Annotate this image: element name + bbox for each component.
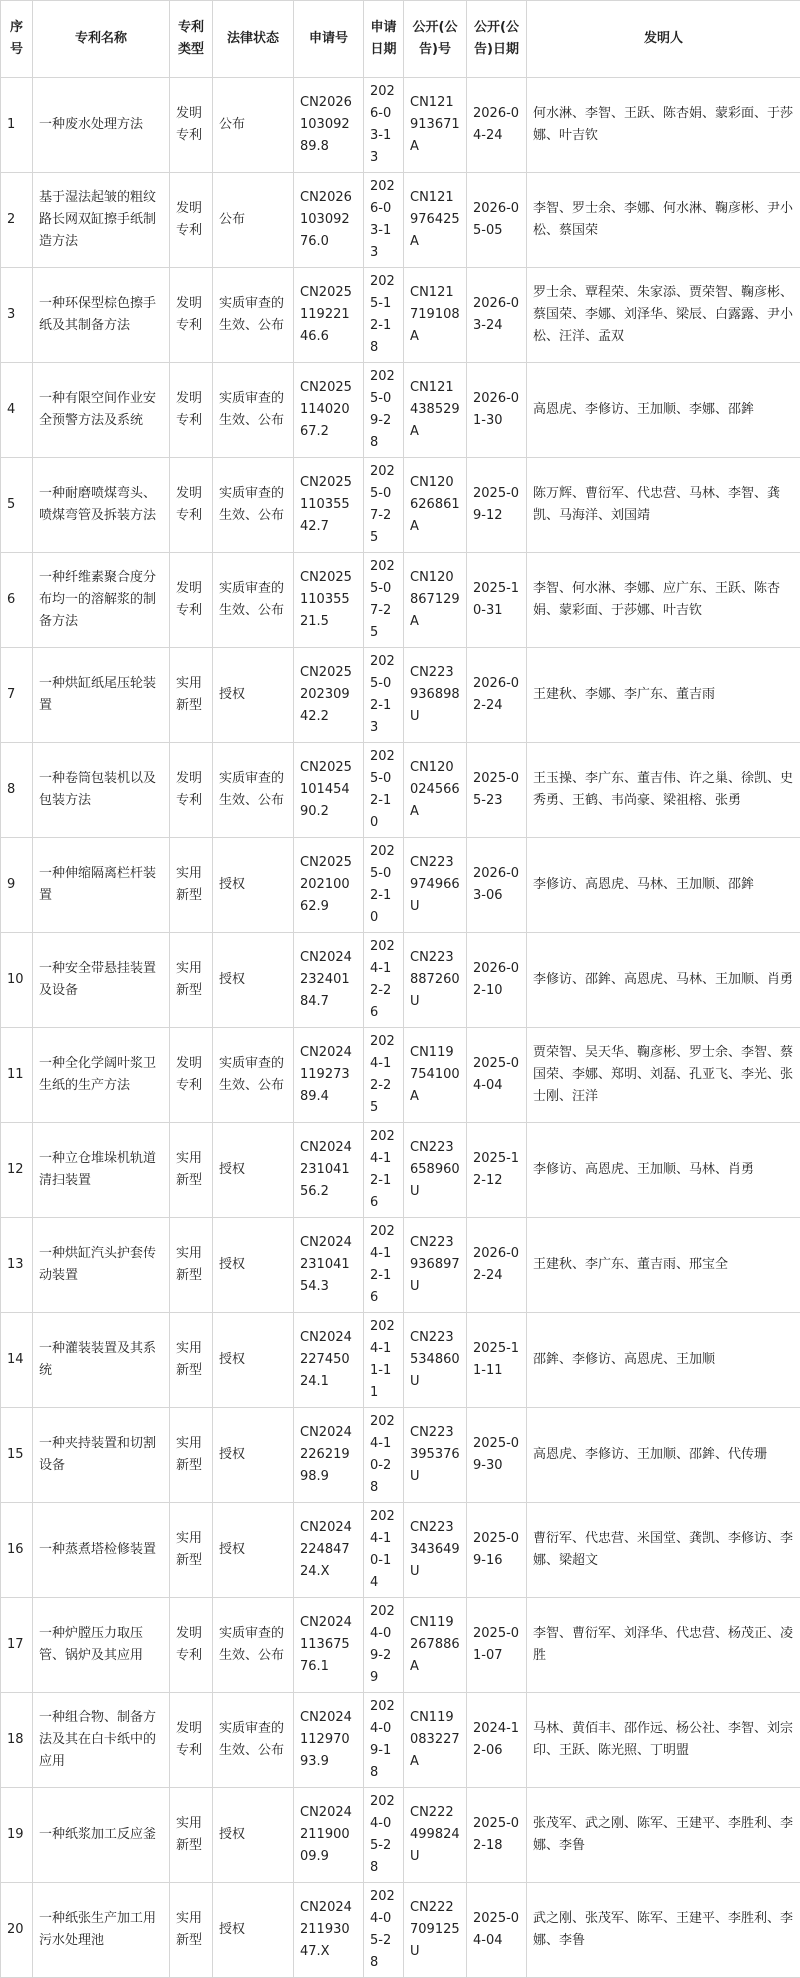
table-row xyxy=(1,838,800,933)
cell-status: 授权 xyxy=(213,933,294,1028)
cell-pub-no: CN223936897U xyxy=(404,1218,467,1313)
cell-name: 一种烘缸纸尾压轮装置 xyxy=(33,648,170,743)
cell-status: 授权 xyxy=(213,1408,294,1503)
cell-app-no: CN202520210062.9 xyxy=(294,838,364,933)
cell-app-date: 2026-03-13 xyxy=(364,78,404,173)
cell-app-date: 2026-03-13 xyxy=(364,173,404,268)
cell-inventors: 陈万辉、曹衍军、代忠营、马林、李智、龚凯、马海洋、刘国靖 xyxy=(527,458,800,553)
table-row xyxy=(1,1123,800,1218)
cell-inventors: 何水淋、李智、王跃、陈杏娟、蒙彩面、于莎娜、叶吉钦 xyxy=(527,78,800,173)
table-row xyxy=(1,1028,800,1123)
table-row xyxy=(1,1503,800,1598)
cell-type: 实用新型 xyxy=(170,1408,213,1503)
cell-pub-no: CN223658960U xyxy=(404,1123,467,1218)
cell-pub-date: 2025-05-23 xyxy=(467,743,527,838)
table-row xyxy=(1,743,800,838)
cell-status: 授权 xyxy=(213,1218,294,1313)
cell-seq: 8 xyxy=(1,743,33,838)
cell-inventors: 王玉操、李广东、董吉伟、许之巢、徐凯、史秀勇、王鹤、韦尚豪、梁祖榕、张勇 xyxy=(527,743,800,838)
cell-seq: 20 xyxy=(1,1883,33,1978)
cell-inventors: 罗士余、覃程荣、朱家添、贾荣智、鞠彦彬、蔡国荣、李娜、刘泽华、梁辰、白露露、尹小松、汪洋、孟双 xyxy=(527,268,800,363)
cell-app-date: 2024-05-28 xyxy=(364,1883,404,1978)
cell-inventors: 贾荣智、吴天华、鞠彦彬、罗士余、李智、蔡国荣、李娜、郑明、刘磊、孔亚飞、李光、张士刚、汪洋 xyxy=(527,1028,800,1123)
cell-type: 实用新型 xyxy=(170,1313,213,1408)
cell-status: 授权 xyxy=(213,838,294,933)
cell-seq: 4 xyxy=(1,363,33,458)
cell-inventors: 高恩虎、李修访、王加顺、李娜、邵鉾 xyxy=(527,363,800,458)
cell-seq: 16 xyxy=(1,1503,33,1598)
cell-seq: 12 xyxy=(1,1123,33,1218)
cell-status: 授权 xyxy=(213,1503,294,1598)
cell-pub-date: 2025-09-12 xyxy=(467,458,527,553)
table-row xyxy=(1,1408,800,1503)
cell-type: 实用新型 xyxy=(170,1503,213,1598)
cell-status: 公布 xyxy=(213,173,294,268)
cell-name: 一种纸张生产加工用污水处理池 xyxy=(33,1883,170,1978)
cell-seq: 17 xyxy=(1,1598,33,1693)
header-pub-date: 公开(公告)日期 xyxy=(467,1,527,78)
table-row xyxy=(1,1693,800,1788)
cell-status: 授权 xyxy=(213,1788,294,1883)
cell-pub-no: CN119267886A xyxy=(404,1598,467,1693)
cell-app-no: CN202411927389.4 xyxy=(294,1028,364,1123)
cell-app-date: 2025-07-25 xyxy=(364,458,404,553)
header-pub-no: 公开(公告)号 xyxy=(404,1,467,78)
cell-status: 实质审查的生效、公布 xyxy=(213,1028,294,1123)
cell-app-no: CN202422484724.X xyxy=(294,1503,364,1598)
cell-pub-no: CN223887260U xyxy=(404,933,467,1028)
cell-pub-no: CN223343649U xyxy=(404,1503,467,1598)
cell-name: 一种蒸煮塔检修装置 xyxy=(33,1503,170,1598)
cell-type: 实用新型 xyxy=(170,1218,213,1313)
cell-name: 基于湿法起皱的粗纹路长网双缸擦手纸制造方法 xyxy=(33,173,170,268)
cell-status: 实质审查的生效、公布 xyxy=(213,1693,294,1788)
cell-status: 实质审查的生效、公布 xyxy=(213,458,294,553)
cell-pub-no: CN119083227A xyxy=(404,1693,467,1788)
cell-app-date: 2025-09-28 xyxy=(364,363,404,458)
cell-name: 一种组合物、制备方法及其在白卡纸中的应用 xyxy=(33,1693,170,1788)
header-app-no: 申请号 xyxy=(294,1,364,78)
cell-app-date: 2025-07-25 xyxy=(364,553,404,648)
cell-pub-no: CN222709125U xyxy=(404,1883,467,1978)
cell-app-date: 2024-10-14 xyxy=(364,1503,404,1598)
cell-type: 发明专利 xyxy=(170,458,213,553)
cell-status: 授权 xyxy=(213,1123,294,1218)
cell-app-date: 2024-12-25 xyxy=(364,1028,404,1123)
cell-inventors: 王建秋、李广东、董吉雨、邢宝全 xyxy=(527,1218,800,1313)
cell-app-no: CN202423240184.7 xyxy=(294,933,364,1028)
cell-seq: 15 xyxy=(1,1408,33,1503)
cell-type: 实用新型 xyxy=(170,1123,213,1218)
cell-app-date: 2024-10-28 xyxy=(364,1408,404,1503)
cell-app-no: CN202511922146.6 xyxy=(294,268,364,363)
cell-name: 一种炉膛压力取压管、锅炉及其应用 xyxy=(33,1598,170,1693)
cell-app-date: 2024-09-18 xyxy=(364,1693,404,1788)
cell-status: 公布 xyxy=(213,78,294,173)
cell-app-no: CN202511035521.5 xyxy=(294,553,364,648)
cell-inventors: 李修访、高恩虎、王加顺、马林、肖勇 xyxy=(527,1123,800,1218)
header-inventors: 发明人 xyxy=(527,1,800,78)
cell-pub-no: CN223395376U xyxy=(404,1408,467,1503)
cell-inventors: 马林、黄佰丰、邵作远、杨公社、李智、刘宗印、王跃、陈光照、丁明盟 xyxy=(527,1693,800,1788)
table-row xyxy=(1,1313,800,1408)
cell-name: 一种立仓堆垛机轨道清扫装置 xyxy=(33,1123,170,1218)
cell-seq: 6 xyxy=(1,553,33,648)
cell-pub-date: 2026-03-06 xyxy=(467,838,527,933)
table-row xyxy=(1,458,800,553)
table-row xyxy=(1,553,800,648)
cell-type: 发明专利 xyxy=(170,743,213,838)
cell-type: 发明专利 xyxy=(170,1598,213,1693)
cell-inventors: 李修访、邵鉾、高恩虎、马林、王加顺、肖勇 xyxy=(527,933,800,1028)
cell-pub-date: 2025-10-31 xyxy=(467,553,527,648)
cell-name: 一种纸浆加工反应釜 xyxy=(33,1788,170,1883)
cell-type: 发明专利 xyxy=(170,78,213,173)
cell-app-no: CN202422745024.1 xyxy=(294,1313,364,1408)
table-row xyxy=(1,1598,800,1693)
cell-app-date: 2024-12-26 xyxy=(364,933,404,1028)
cell-pub-date: 2026-02-24 xyxy=(467,648,527,743)
cell-type: 实用新型 xyxy=(170,648,213,743)
cell-seq: 2 xyxy=(1,173,33,268)
cell-status: 实质审查的生效、公布 xyxy=(213,553,294,648)
cell-pub-date: 2025-01-07 xyxy=(467,1598,527,1693)
cell-pub-no: CN222499824U xyxy=(404,1788,467,1883)
cell-pub-date: 2026-03-24 xyxy=(467,268,527,363)
cell-app-no: CN202610309289.8 xyxy=(294,78,364,173)
cell-name: 一种环保型棕色擦手纸及其制备方法 xyxy=(33,268,170,363)
cell-app-date: 2024-11-11 xyxy=(364,1313,404,1408)
cell-app-no: CN202422621998.9 xyxy=(294,1408,364,1503)
cell-pub-no: CN120626861A xyxy=(404,458,467,553)
cell-pub-date: 2025-09-30 xyxy=(467,1408,527,1503)
cell-pub-date: 2025-04-04 xyxy=(467,1883,527,1978)
cell-app-no: CN202610309276.0 xyxy=(294,173,364,268)
header-app-date: 申请日期 xyxy=(364,1,404,78)
cell-type: 发明专利 xyxy=(170,553,213,648)
cell-app-no: CN202511402067.2 xyxy=(294,363,364,458)
cell-pub-date: 2026-04-24 xyxy=(467,78,527,173)
cell-app-date: 2025-02-10 xyxy=(364,838,404,933)
cell-name: 一种烘缸汽头护套传动装置 xyxy=(33,1218,170,1313)
cell-name: 一种伸缩隔离栏杆装置 xyxy=(33,838,170,933)
cell-inventors: 李智、曹衍军、刘泽华、代忠营、杨茂正、凌胜 xyxy=(527,1598,800,1693)
cell-pub-date: 2025-12-12 xyxy=(467,1123,527,1218)
cell-inventors: 张茂军、武之刚、陈军、王建平、李胜利、李娜、李鲁 xyxy=(527,1788,800,1883)
cell-type: 发明专利 xyxy=(170,1028,213,1123)
cell-pub-date: 2025-09-16 xyxy=(467,1503,527,1598)
cell-pub-date: 2025-02-18 xyxy=(467,1788,527,1883)
cell-seq: 1 xyxy=(1,78,33,173)
cell-inventors: 武之刚、张茂军、陈军、王建平、李胜利、李娜、李鲁 xyxy=(527,1883,800,1978)
table-row xyxy=(1,363,800,458)
cell-app-date: 2024-12-16 xyxy=(364,1123,404,1218)
cell-name: 一种有限空间作业安全预警方法及系统 xyxy=(33,363,170,458)
cell-seq: 13 xyxy=(1,1218,33,1313)
cell-inventors: 高恩虎、李修访、王加顺、邵鉾、代传珊 xyxy=(527,1408,800,1503)
cell-type: 发明专利 xyxy=(170,1693,213,1788)
cell-type: 实用新型 xyxy=(170,1883,213,1978)
cell-pub-date: 2026-01-30 xyxy=(467,363,527,458)
cell-name: 一种卷筒包装机以及包装方法 xyxy=(33,743,170,838)
cell-app-date: 2025-02-13 xyxy=(364,648,404,743)
cell-seq: 10 xyxy=(1,933,33,1028)
cell-status: 授权 xyxy=(213,1313,294,1408)
cell-status: 授权 xyxy=(213,1883,294,1978)
cell-type: 发明专利 xyxy=(170,268,213,363)
cell-status: 实质审查的生效、公布 xyxy=(213,363,294,458)
cell-pub-date: 2025-04-04 xyxy=(467,1028,527,1123)
cell-type: 实用新型 xyxy=(170,838,213,933)
cell-seq: 5 xyxy=(1,458,33,553)
cell-name: 一种耐磨喷煤弯头、喷煤弯管及拆装方法 xyxy=(33,458,170,553)
cell-pub-no: CN119754100A xyxy=(404,1028,467,1123)
cell-seq: 19 xyxy=(1,1788,33,1883)
cell-seq: 7 xyxy=(1,648,33,743)
cell-seq: 14 xyxy=(1,1313,33,1408)
cell-pub-no: CN120867129A xyxy=(404,553,467,648)
cell-app-date: 2024-09-29 xyxy=(364,1598,404,1693)
cell-name: 一种废水处理方法 xyxy=(33,78,170,173)
table-body xyxy=(1,78,800,1978)
table-header-row xyxy=(1,1,800,78)
cell-name: 一种全化学阔叶浆卫生纸的生产方法 xyxy=(33,1028,170,1123)
cell-status: 授权 xyxy=(213,648,294,743)
cell-status: 实质审查的生效、公布 xyxy=(213,268,294,363)
table-row xyxy=(1,173,800,268)
table-row xyxy=(1,268,800,363)
cell-pub-no: CN121976425A xyxy=(404,173,467,268)
table-row xyxy=(1,1788,800,1883)
cell-pub-no: CN223974966U xyxy=(404,838,467,933)
cell-pub-no: CN121719108A xyxy=(404,268,467,363)
cell-pub-no: CN120024566A xyxy=(404,743,467,838)
cell-type: 实用新型 xyxy=(170,1788,213,1883)
cell-app-no: CN202411367576.1 xyxy=(294,1598,364,1693)
cell-app-date: 2025-02-10 xyxy=(364,743,404,838)
header-type: 专利类型 xyxy=(170,1,213,78)
cell-app-no: CN202411297093.9 xyxy=(294,1693,364,1788)
cell-inventors: 李修访、高恩虎、马林、王加顺、邵鉾 xyxy=(527,838,800,933)
cell-type: 发明专利 xyxy=(170,173,213,268)
cell-seq: 9 xyxy=(1,838,33,933)
cell-app-no: CN202421193047.X xyxy=(294,1883,364,1978)
cell-pub-date: 2025-11-11 xyxy=(467,1313,527,1408)
cell-type: 发明专利 xyxy=(170,363,213,458)
cell-app-no: CN202423104154.3 xyxy=(294,1218,364,1313)
cell-app-date: 2024-05-28 xyxy=(364,1788,404,1883)
cell-app-date: 2024-12-16 xyxy=(364,1218,404,1313)
cell-name: 一种灌装装置及其系统 xyxy=(33,1313,170,1408)
cell-status: 实质审查的生效、公布 xyxy=(213,1598,294,1693)
cell-type: 实用新型 xyxy=(170,933,213,1028)
cell-app-date: 2025-12-18 xyxy=(364,268,404,363)
cell-pub-no: CN121913671A xyxy=(404,78,467,173)
cell-app-no: CN202510145490.2 xyxy=(294,743,364,838)
cell-app-no: CN202511035542.7 xyxy=(294,458,364,553)
header-seq: 序号 xyxy=(1,1,33,78)
table-row xyxy=(1,933,800,1028)
cell-inventors: 王建秋、李娜、李广东、董吉雨 xyxy=(527,648,800,743)
cell-pub-date: 2026-02-24 xyxy=(467,1218,527,1313)
cell-pub-no: CN223534860U xyxy=(404,1313,467,1408)
cell-name: 一种纤维素聚合度分布均一的溶解浆的制备方法 xyxy=(33,553,170,648)
cell-inventors: 邵鉾、李修访、高恩虎、王加顺 xyxy=(527,1313,800,1408)
cell-app-no: CN202423104156.2 xyxy=(294,1123,364,1218)
cell-inventors: 李智、何水淋、李娜、应广东、王跃、陈杏娟、蒙彩面、于莎娜、叶吉钦 xyxy=(527,553,800,648)
cell-app-no: CN202520230942.2 xyxy=(294,648,364,743)
cell-status: 实质审查的生效、公布 xyxy=(213,743,294,838)
cell-pub-date: 2026-05-05 xyxy=(467,173,527,268)
header-status: 法律状态 xyxy=(213,1,294,78)
cell-seq: 3 xyxy=(1,268,33,363)
cell-name: 一种夹持装置和切割设备 xyxy=(33,1408,170,1503)
cell-inventors: 曹衍军、代忠营、米国堂、龚凯、李修访、李娜、梁超文 xyxy=(527,1503,800,1598)
cell-pub-no: CN223936898U xyxy=(404,648,467,743)
table-row xyxy=(1,1218,800,1313)
cell-app-no: CN202421190009.9 xyxy=(294,1788,364,1883)
table-row xyxy=(1,78,800,173)
table-row xyxy=(1,1883,800,1978)
cell-pub-date: 2024-12-06 xyxy=(467,1693,527,1788)
cell-pub-no: CN121438529A xyxy=(404,363,467,458)
cell-name: 一种安全带悬挂装置及设备 xyxy=(33,933,170,1028)
table-row xyxy=(1,648,800,743)
cell-inventors: 李智、罗士余、李娜、何水淋、鞠彦彬、尹小松、蔡国荣 xyxy=(527,173,800,268)
cell-seq: 18 xyxy=(1,1693,33,1788)
header-name: 专利名称 xyxy=(33,1,170,78)
cell-seq: 11 xyxy=(1,1028,33,1123)
cell-pub-date: 2026-02-10 xyxy=(467,933,527,1028)
